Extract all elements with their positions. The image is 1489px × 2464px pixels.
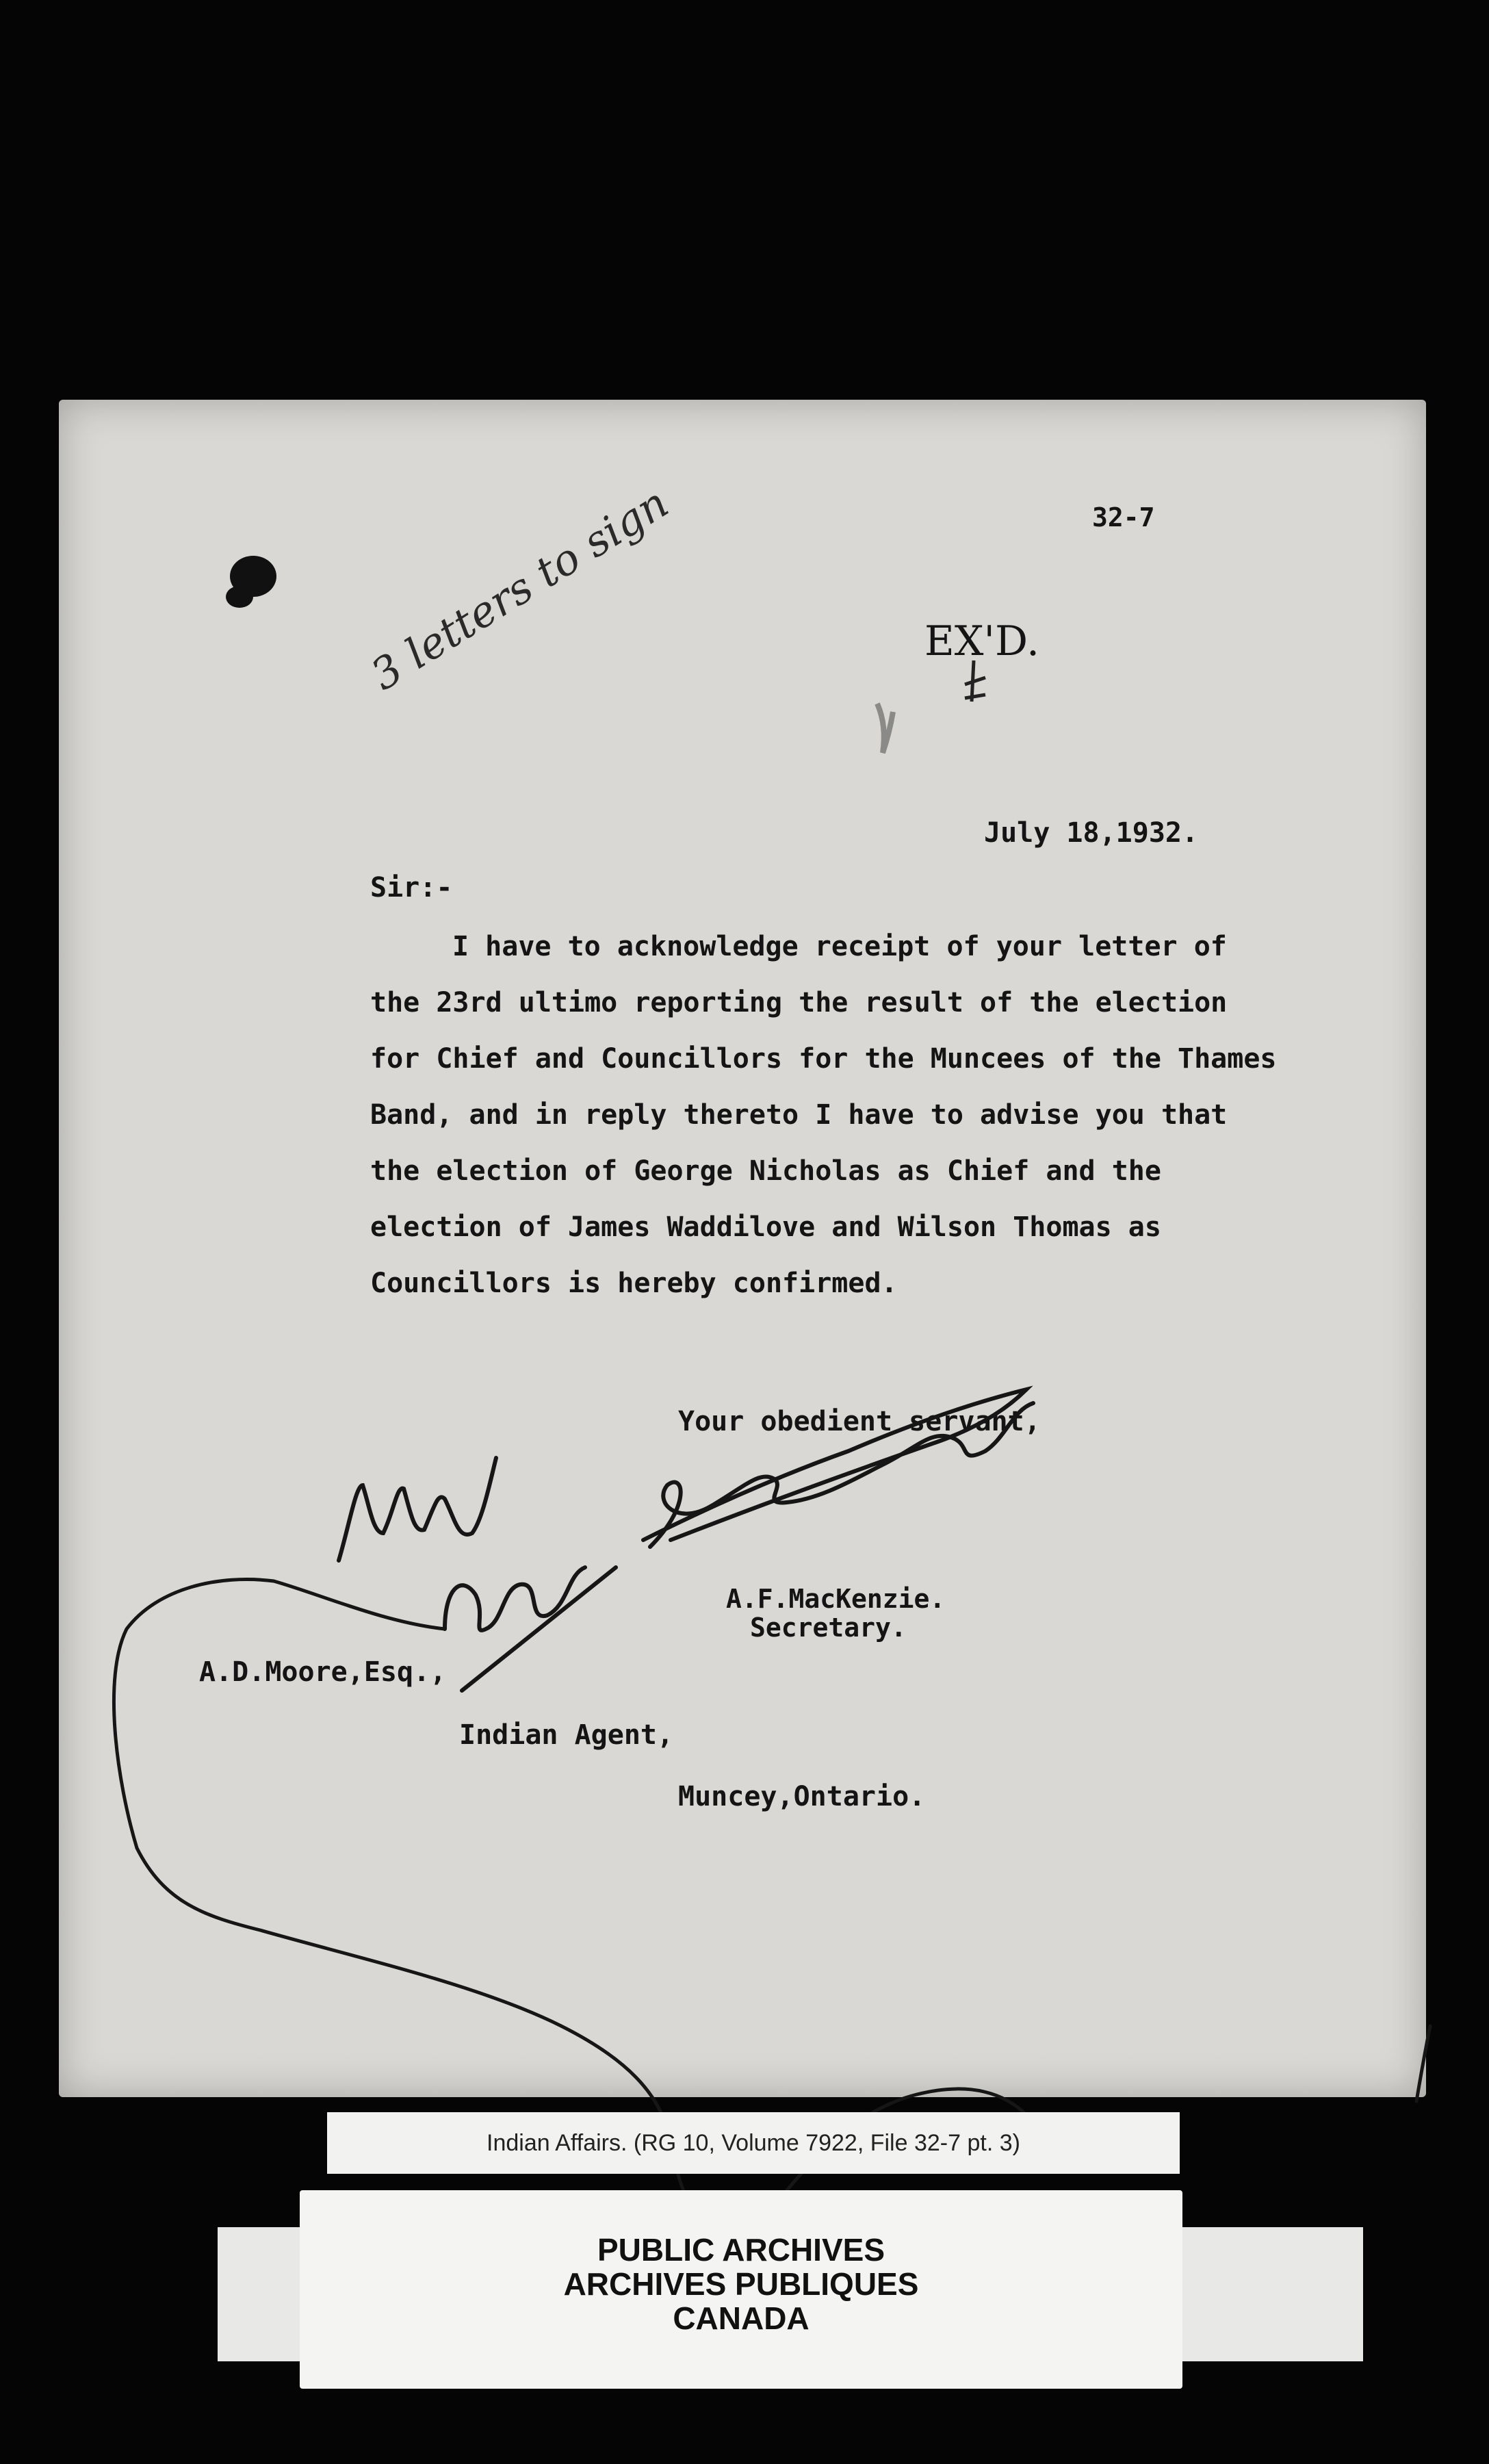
addressee-name: A.D.Moore,Esq., (199, 1656, 447, 1688)
body-line: Band, and in reply thereto I have to advise you that (370, 1099, 1228, 1131)
salutation: Sir:- (370, 872, 453, 903)
stamp-line: ARCHIVES PUBLIQUES (563, 2266, 919, 2302)
addressee-place: Muncey,Ontario. (678, 1781, 926, 1812)
letter-date: July 18,1932. (984, 817, 1199, 849)
file-number: 32-7 (1092, 502, 1155, 532)
body-line: Councillors is hereby confirmed. (370, 1268, 898, 1299)
stamp-line: CANADA (673, 2300, 810, 2336)
archive-stamp (300, 2233, 1182, 2335)
body-line: the election of George Nicholas as Chief and the (370, 1155, 1161, 1187)
body-line: I have to acknowledge receipt of your letter of (452, 931, 1227, 962)
body-line: for Chief and Councillors for the Muncees of the Thames (370, 1043, 1277, 1075)
letter-body (370, 919, 1342, 1311)
stamp-line: PUBLIC ARCHIVES (597, 2232, 885, 2268)
handwritten-note: 3 letters to sign (362, 477, 677, 700)
signatory-title: Secretary. (750, 1613, 907, 1643)
archive-reference-label (327, 2112, 1180, 2174)
addressee-title: Indian Agent, (459, 1719, 674, 1751)
archive-reference: Indian Affairs. (RG 10, Volume 7922, File 32-7 pt. 3) (487, 2129, 1020, 2156)
closing: Your obedient servant, (678, 1406, 1041, 1437)
letter-page (59, 400, 1426, 2097)
signatory-name: A.F.MacKenzie. (726, 1584, 946, 1614)
body-line: the 23rd ultimo reporting the result of the election (370, 987, 1228, 1018)
exd-stamp: EX'D. (924, 617, 1040, 665)
body-line: election of James Waddilove and Wilson Thomas as (370, 1211, 1161, 1243)
